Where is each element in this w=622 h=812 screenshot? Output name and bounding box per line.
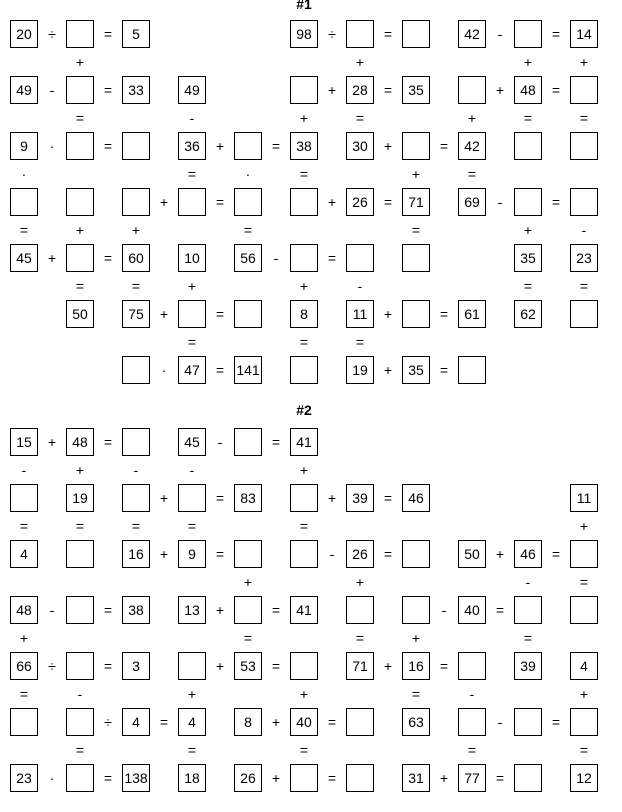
given-number-cell: 16 [122, 540, 150, 568]
given-number-cell: 77 [458, 764, 486, 792]
empty-number-cell[interactable] [458, 356, 486, 384]
given-number-cell: 42 [458, 20, 486, 48]
given-number-cell: 4 [178, 708, 206, 736]
empty-number-cell[interactable] [66, 708, 94, 736]
operator-sign: ÷ [328, 26, 336, 42]
given-number-cell: 40 [290, 708, 318, 736]
empty-number-cell[interactable] [402, 596, 430, 624]
given-number-cell: 98 [290, 20, 318, 48]
operator-sign: = [495, 602, 505, 618]
operator-sign: + [579, 518, 589, 534]
empty-number-cell[interactable] [570, 708, 598, 736]
given-number-cell: 26 [346, 188, 374, 216]
operator-sign: + [187, 278, 197, 294]
operator-sign: + [579, 686, 589, 702]
operator-sign: = [75, 110, 85, 126]
operator-sign: - [189, 462, 195, 478]
empty-number-cell[interactable] [346, 20, 374, 48]
operator-sign: = [355, 630, 365, 646]
operator-sign: + [327, 82, 337, 98]
operator-sign: = [19, 518, 29, 534]
operator-sign: = [159, 714, 169, 730]
empty-number-cell[interactable] [290, 76, 318, 104]
given-number-cell: 23 [10, 764, 38, 792]
operator-sign: = [103, 602, 113, 618]
operator-sign: = [103, 770, 113, 786]
given-number-cell: 50 [66, 300, 94, 328]
empty-number-cell[interactable] [458, 652, 486, 680]
operator-sign: = [523, 630, 533, 646]
empty-number-cell[interactable] [514, 596, 542, 624]
empty-number-cell[interactable] [514, 20, 542, 48]
operator-sign: = [495, 770, 505, 786]
operator-sign: + [299, 462, 309, 478]
given-number-cell: 40 [458, 596, 486, 624]
operator-sign: + [299, 110, 309, 126]
operator-sign: · [161, 362, 167, 378]
empty-number-cell[interactable] [458, 76, 486, 104]
given-number-cell: 31 [402, 764, 430, 792]
operator-sign: - [21, 462, 27, 478]
given-number-cell: 56 [234, 244, 262, 272]
operator-sign: - [133, 462, 139, 478]
operator-sign: + [411, 630, 421, 646]
given-number-cell: 45 [10, 244, 38, 272]
operator-sign: = [299, 166, 309, 182]
operator-sign: + [271, 714, 281, 730]
operator-sign: = [215, 362, 225, 378]
operator-sign: - [273, 250, 279, 266]
operator-sign: + [579, 54, 589, 70]
given-number-cell: 26 [346, 540, 374, 568]
empty-number-cell[interactable] [346, 244, 374, 272]
given-number-cell: 13 [178, 596, 206, 624]
operator-sign: = [215, 194, 225, 210]
operator-sign: ÷ [48, 658, 56, 674]
operator-sign: + [19, 630, 29, 646]
given-number-cell: 11 [346, 300, 374, 328]
given-number-cell: 4 [10, 540, 38, 568]
operator-sign: - [49, 602, 55, 618]
operator-sign: + [383, 658, 393, 674]
empty-number-cell[interactable] [290, 484, 318, 512]
operator-sign: = [523, 278, 533, 294]
operator-sign: = [579, 278, 589, 294]
given-number-cell: 49 [178, 76, 206, 104]
operator-sign: = [439, 138, 449, 154]
given-number-cell: 38 [122, 596, 150, 624]
given-number-cell: 138 [122, 764, 150, 792]
given-number-cell: 36 [178, 132, 206, 160]
operator-sign: = [327, 714, 337, 730]
given-number-cell: 28 [346, 76, 374, 104]
operator-sign: = [131, 278, 141, 294]
operator-sign: + [439, 770, 449, 786]
given-number-cell: 35 [514, 244, 542, 272]
operator-sign: = [243, 630, 253, 646]
operator-sign: = [271, 658, 281, 674]
given-number-cell: 46 [402, 484, 430, 512]
operator-sign: - [441, 602, 447, 618]
operator-sign: = [467, 742, 477, 758]
given-number-cell: 9 [10, 132, 38, 160]
empty-number-cell[interactable] [570, 132, 598, 160]
empty-number-cell[interactable] [402, 300, 430, 328]
operator-sign: = [551, 194, 561, 210]
empty-number-cell[interactable] [234, 300, 262, 328]
operator-sign: + [243, 574, 253, 590]
operator-sign: = [327, 770, 337, 786]
given-number-cell: 60 [122, 244, 150, 272]
operator-sign: = [75, 518, 85, 534]
operator-sign: = [383, 26, 393, 42]
operator-sign: - [189, 110, 195, 126]
given-number-cell: 3 [122, 652, 150, 680]
puzzle-1 [10, 0, 598, 378]
given-number-cell: 42 [458, 132, 486, 160]
operator-sign: + [75, 462, 85, 478]
given-number-cell: 41 [290, 428, 318, 456]
operator-sign: = [551, 714, 561, 730]
given-number-cell: 63 [402, 708, 430, 736]
operator-sign: + [495, 82, 505, 98]
operator-sign: = [103, 658, 113, 674]
operator-sign: = [187, 518, 197, 534]
operator-sign: = [383, 82, 393, 98]
operator-sign: + [187, 686, 197, 702]
empty-number-cell[interactable] [290, 652, 318, 680]
empty-number-cell[interactable] [66, 652, 94, 680]
empty-number-cell[interactable] [346, 596, 374, 624]
empty-number-cell[interactable] [514, 188, 542, 216]
given-number-cell: 20 [10, 20, 38, 48]
operator-sign: - [329, 546, 335, 562]
operator-sign: = [187, 742, 197, 758]
operator-sign: = [411, 222, 421, 238]
empty-number-cell[interactable] [66, 76, 94, 104]
empty-number-cell[interactable] [458, 708, 486, 736]
given-number-cell: 4 [570, 652, 598, 680]
operator-sign: = [383, 546, 393, 562]
empty-number-cell[interactable] [570, 596, 598, 624]
empty-number-cell[interactable] [234, 540, 262, 568]
given-number-cell: 71 [402, 188, 430, 216]
operator-sign: - [525, 574, 531, 590]
operator-sign: + [299, 686, 309, 702]
operator-sign: = [103, 26, 113, 42]
operator-sign: + [355, 54, 365, 70]
operator-sign: + [355, 574, 365, 590]
operator-sign: + [383, 138, 393, 154]
operator-sign: · [49, 138, 55, 154]
operator-sign: = [19, 686, 29, 702]
given-number-cell: 41 [290, 596, 318, 624]
operator-sign: = [299, 518, 309, 534]
given-number-cell: 10 [178, 244, 206, 272]
operator-sign: = [131, 518, 141, 534]
empty-number-cell[interactable] [10, 188, 38, 216]
operator-sign: + [327, 490, 337, 506]
given-number-cell: 9 [178, 540, 206, 568]
empty-number-cell[interactable] [66, 540, 94, 568]
empty-number-cell[interactable] [122, 428, 150, 456]
given-number-cell: 11 [570, 484, 598, 512]
operator-sign: = [75, 742, 85, 758]
operator-sign: = [355, 110, 365, 126]
operator-sign: = [523, 110, 533, 126]
operator-sign: = [579, 110, 589, 126]
empty-number-cell[interactable] [514, 764, 542, 792]
empty-number-cell[interactable] [66, 132, 94, 160]
given-number-cell: 66 [10, 652, 38, 680]
operator-sign: + [75, 222, 85, 238]
given-number-cell: 53 [234, 652, 262, 680]
empty-number-cell[interactable] [122, 188, 150, 216]
operator-sign: = [103, 138, 113, 154]
empty-number-cell[interactable] [570, 540, 598, 568]
operator-sign: + [523, 54, 533, 70]
empty-number-cell[interactable] [234, 596, 262, 624]
given-number-cell: 15 [10, 428, 38, 456]
empty-number-cell[interactable] [66, 20, 94, 48]
operator-sign: - [357, 278, 363, 294]
operator-sign: = [215, 546, 225, 562]
given-number-cell: 8 [290, 300, 318, 328]
operator-sign: = [103, 82, 113, 98]
operator-sign: + [159, 490, 169, 506]
operator-sign: + [383, 362, 393, 378]
operator-sign: - [217, 434, 223, 450]
empty-number-cell[interactable] [402, 244, 430, 272]
operator-sign: = [103, 250, 113, 266]
operator-sign: + [215, 658, 225, 674]
operator-sign: = [439, 362, 449, 378]
operator-sign: + [215, 602, 225, 618]
given-number-cell: 50 [458, 540, 486, 568]
given-number-cell: 71 [346, 652, 374, 680]
given-number-cell: 39 [514, 652, 542, 680]
operator-sign: + [47, 434, 57, 450]
operator-sign: · [245, 166, 251, 182]
operator-sign: + [495, 546, 505, 562]
operator-sign: + [467, 110, 477, 126]
empty-number-cell[interactable] [290, 188, 318, 216]
operator-sign: = [439, 658, 449, 674]
empty-number-cell[interactable] [66, 764, 94, 792]
empty-number-cell[interactable] [514, 132, 542, 160]
operator-sign: + [75, 54, 85, 70]
operator-sign: = [551, 546, 561, 562]
empty-number-cell[interactable] [178, 652, 206, 680]
empty-number-cell[interactable] [122, 484, 150, 512]
given-number-cell: 141 [234, 356, 262, 384]
operator-sign: = [327, 250, 337, 266]
operator-sign: + [271, 770, 281, 786]
operator-sign: = [243, 222, 253, 238]
operator-sign: + [131, 222, 141, 238]
empty-number-cell[interactable] [514, 708, 542, 736]
empty-number-cell[interactable] [178, 300, 206, 328]
operator-sign: + [159, 546, 169, 562]
empty-number-cell[interactable] [10, 484, 38, 512]
puzzle-title: #2 [296, 402, 312, 418]
operator-sign: = [187, 166, 197, 182]
given-number-cell: 33 [122, 76, 150, 104]
given-number-cell: 16 [402, 652, 430, 680]
operator-sign: = [271, 602, 281, 618]
empty-number-cell[interactable] [290, 244, 318, 272]
empty-number-cell[interactable] [66, 188, 94, 216]
empty-number-cell[interactable] [234, 188, 262, 216]
empty-number-cell[interactable] [346, 708, 374, 736]
given-number-cell: 14 [570, 20, 598, 48]
operator-sign: - [497, 26, 503, 42]
given-number-cell: 49 [10, 76, 38, 104]
operator-sign: + [411, 166, 421, 182]
empty-number-cell[interactable] [66, 596, 94, 624]
operator-sign: = [299, 742, 309, 758]
empty-number-cell[interactable] [122, 356, 150, 384]
given-number-cell: 48 [514, 76, 542, 104]
operator-sign: = [551, 26, 561, 42]
operator-sign: - [77, 686, 83, 702]
operator-sign: + [215, 138, 225, 154]
operator-sign: = [439, 306, 449, 322]
operator-sign: + [159, 306, 169, 322]
given-number-cell: 69 [458, 188, 486, 216]
operator-sign: + [327, 194, 337, 210]
operator-sign: · [49, 770, 55, 786]
operator-sign: = [383, 194, 393, 210]
operator-sign: + [47, 250, 57, 266]
given-number-cell: 38 [290, 132, 318, 160]
given-number-cell: 19 [66, 484, 94, 512]
operator-sign: - [497, 714, 503, 730]
empty-number-cell[interactable] [570, 188, 598, 216]
operator-sign: - [49, 82, 55, 98]
operator-sign: + [383, 306, 393, 322]
given-number-cell: 39 [346, 484, 374, 512]
operator-sign: = [75, 278, 85, 294]
operator-sign: = [187, 334, 197, 350]
given-number-cell: 23 [570, 244, 598, 272]
given-number-cell: 26 [234, 764, 262, 792]
operator-sign: + [523, 222, 533, 238]
given-number-cell: 19 [346, 356, 374, 384]
operator-sign: = [551, 82, 561, 98]
given-number-cell: 30 [346, 132, 374, 160]
empty-number-cell[interactable] [402, 132, 430, 160]
empty-number-cell[interactable] [122, 132, 150, 160]
operator-sign: ÷ [104, 714, 112, 730]
puzzle-title: #1 [296, 0, 312, 12]
operator-sign: = [579, 742, 589, 758]
given-number-cell: 35 [402, 76, 430, 104]
given-number-cell: 8 [234, 708, 262, 736]
given-number-cell: 75 [122, 300, 150, 328]
empty-number-cell[interactable] [234, 132, 262, 160]
given-number-cell: 12 [570, 764, 598, 792]
operator-sign: = [215, 306, 225, 322]
given-number-cell: 62 [514, 300, 542, 328]
operator-sign: = [19, 222, 29, 238]
operator-sign: = [467, 166, 477, 182]
operator-sign: = [579, 574, 589, 590]
given-number-cell: 83 [234, 484, 262, 512]
empty-number-cell[interactable] [290, 356, 318, 384]
given-number-cell: 35 [402, 356, 430, 384]
operator-sign: = [383, 490, 393, 506]
operator-sign: = [215, 490, 225, 506]
empty-number-cell[interactable] [346, 764, 374, 792]
given-number-cell: 46 [514, 540, 542, 568]
operator-sign: - [581, 222, 587, 238]
empty-number-cell[interactable] [290, 764, 318, 792]
operator-sign: - [469, 686, 475, 702]
empty-number-cell[interactable] [570, 300, 598, 328]
empty-number-cell[interactable] [66, 244, 94, 272]
operator-sign: = [271, 434, 281, 450]
operator-sign: ÷ [48, 26, 56, 42]
given-number-cell: 4 [122, 708, 150, 736]
given-number-cell: 45 [178, 428, 206, 456]
given-number-cell: 5 [122, 20, 150, 48]
empty-number-cell[interactable] [290, 540, 318, 568]
operator-sign: · [21, 166, 27, 182]
operator-sign: = [355, 334, 365, 350]
puzzle-2 [10, 402, 598, 786]
operator-sign: + [159, 194, 169, 210]
empty-number-cell[interactable] [178, 484, 206, 512]
operator-sign: = [411, 686, 421, 702]
given-number-cell: 61 [458, 300, 486, 328]
given-number-cell: 48 [66, 428, 94, 456]
operator-sign: - [497, 194, 503, 210]
operator-sign: = [299, 334, 309, 350]
operator-sign: = [271, 138, 281, 154]
operator-sign: + [299, 278, 309, 294]
empty-number-cell[interactable] [178, 188, 206, 216]
given-number-cell: 18 [178, 764, 206, 792]
empty-number-cell[interactable] [234, 428, 262, 456]
empty-number-cell[interactable] [402, 20, 430, 48]
empty-number-cell[interactable] [10, 708, 38, 736]
given-number-cell: 48 [10, 596, 38, 624]
empty-number-cell[interactable] [570, 76, 598, 104]
given-number-cell: 47 [178, 356, 206, 384]
operator-sign: = [103, 434, 113, 450]
empty-number-cell[interactable] [402, 540, 430, 568]
